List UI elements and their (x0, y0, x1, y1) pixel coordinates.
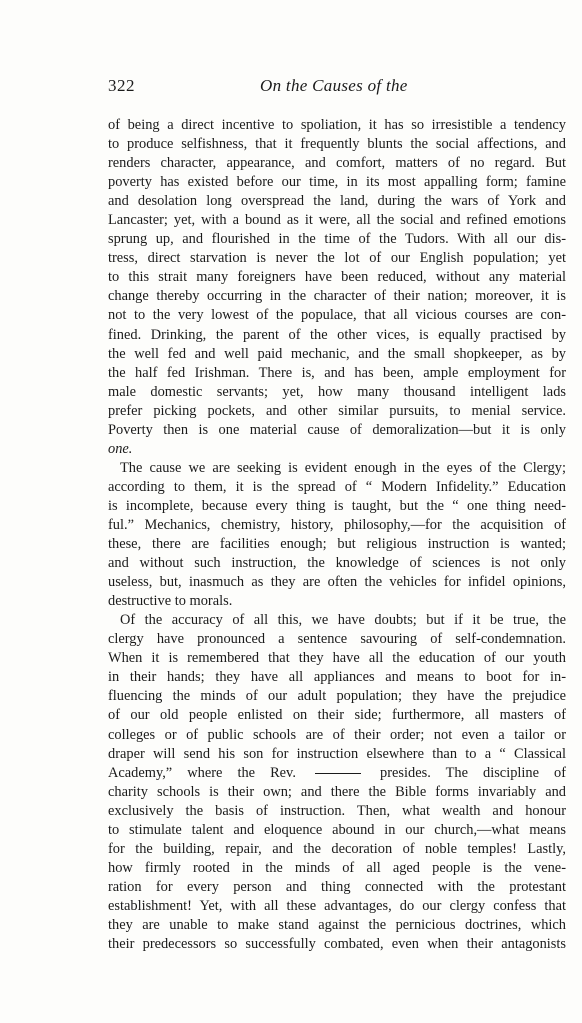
text-line: colleges or of public schools are of their order; not even a tailor or (108, 726, 566, 743)
running-head (108, 76, 566, 100)
text-line: to this strait many foreigners have been reduced, without any material (108, 269, 566, 286)
line-end: presides. The discipline of (380, 764, 566, 781)
running-title: On the Causes of the (260, 76, 408, 95)
text-line: their predecessors so successfully combated, even when their antagonists (108, 936, 566, 953)
text-line: how firmly rooted in the minds of all aged people is the vene- (108, 859, 566, 876)
text-line: prefer picking pockets, and other similar pursuits, to menial service. (108, 402, 566, 419)
text-line: they are unable to make stand against the pernicious doctrines, which (108, 916, 566, 933)
text-line: exclusively the basis of instruction. Then, what wealth and honour (108, 802, 566, 819)
body-text (108, 116, 566, 954)
text-line: to stimulate talent and eloquence abound in our church,—what means (108, 821, 566, 838)
text-line: When it is remembered that they have all the education of our youth (108, 650, 566, 667)
text-line: tress, direct starvation is never the lot of our English population; yet (108, 250, 566, 267)
text-line: ration for every person and thing connected with the protestant (108, 878, 566, 895)
text-line: fined. Drinking, the parent of the other vices, is equally practised by (108, 326, 566, 343)
text-line: for the building, repair, and the decoration of noble temples! Lastly, (108, 840, 566, 857)
name-omission-dash (315, 773, 361, 774)
text-line: Poverty then is one material cause of demoralization—but it is only (108, 421, 566, 438)
text-line: ful.” Mechanics, chemistry, history, philosophy,—for the acquisition of (108, 516, 566, 533)
text-line: the half fed Irishman. There is, and has been, ample employment for (108, 364, 566, 381)
text-line-paragraph-start: The cause we are seeking is evident enough in the eyes of the Clergy; (120, 459, 566, 476)
text-line: fluencing the minds of our adult population; they have the prejudice (108, 688, 566, 705)
text-line: sprung up, and flourished in the time of the Tudors. With all our dis- (108, 231, 566, 248)
text-line: according to them, it is the spread of “ Modern Infidelity.” Education (108, 478, 566, 495)
page-number: 322 (108, 76, 135, 95)
text-line: destructive to morals. (108, 593, 233, 610)
text-line: establishment! Yet, with all these advantages, do our clergy confess that (108, 897, 566, 914)
text-line: the well fed and well paid mechanic, and the small shopkeeper, as by (108, 345, 566, 362)
text-line: is incomplete, because every thing is taught, but the “ one thing need- (108, 497, 566, 514)
text-line: male domestic servants; yet, how many thousand intelligent lads (108, 383, 566, 400)
text-line: and without such instruction, the knowledge of sciences is not only (108, 555, 566, 572)
text-line-paragraph-start: Of the accuracy of all this, we have doubts; but if it be true, the (120, 612, 566, 629)
text-line: change thereby occurring in the character of their nation; moreover, it is (108, 288, 566, 305)
text-line: charity schools is their own; and there the Bible forms invariably and (108, 783, 566, 800)
emphasis: one. (108, 440, 133, 457)
text-line: useless, but, inasmuch as they are often the vehicles for infidel opinions, (108, 574, 566, 591)
text-line (108, 764, 566, 783)
text-line (108, 440, 566, 459)
text-line: draper will send his son for instruction elsewhere than to a “ Classical (108, 745, 566, 762)
text-line: and desolation long overspread the land, during the wars of York and (108, 193, 566, 210)
line-start: Academy,” where the Rev. (108, 764, 296, 781)
text-line: these, there are facilities enough; but religious instruction is wanted; (108, 536, 566, 553)
text-line: of being a direct incentive to spoliation, it has so irresistible a tendency (108, 117, 566, 133)
text-line: not to the very lowest of the populace, that all vicious courses are con- (108, 307, 566, 324)
text-line: Lancaster; yet, with a bound as it were, all the social and refined emotions (108, 212, 566, 229)
text-line: to produce selfishness, that it frequently blunts the social affections, and (108, 136, 566, 153)
text-line: poverty has existed before our time, in its most appalling form; famine (108, 174, 566, 191)
text-line: in their hands; they have all appliances and means to boot for in- (108, 669, 566, 686)
text-line: clergy have pronounced a sentence savouring of self-condemnation. (108, 631, 566, 648)
text-line: of our old people enlisted on their side; furthermore, all masters of (108, 707, 566, 724)
text-line: renders character, appearance, and comfort, matters of no regard. But (108, 155, 566, 172)
